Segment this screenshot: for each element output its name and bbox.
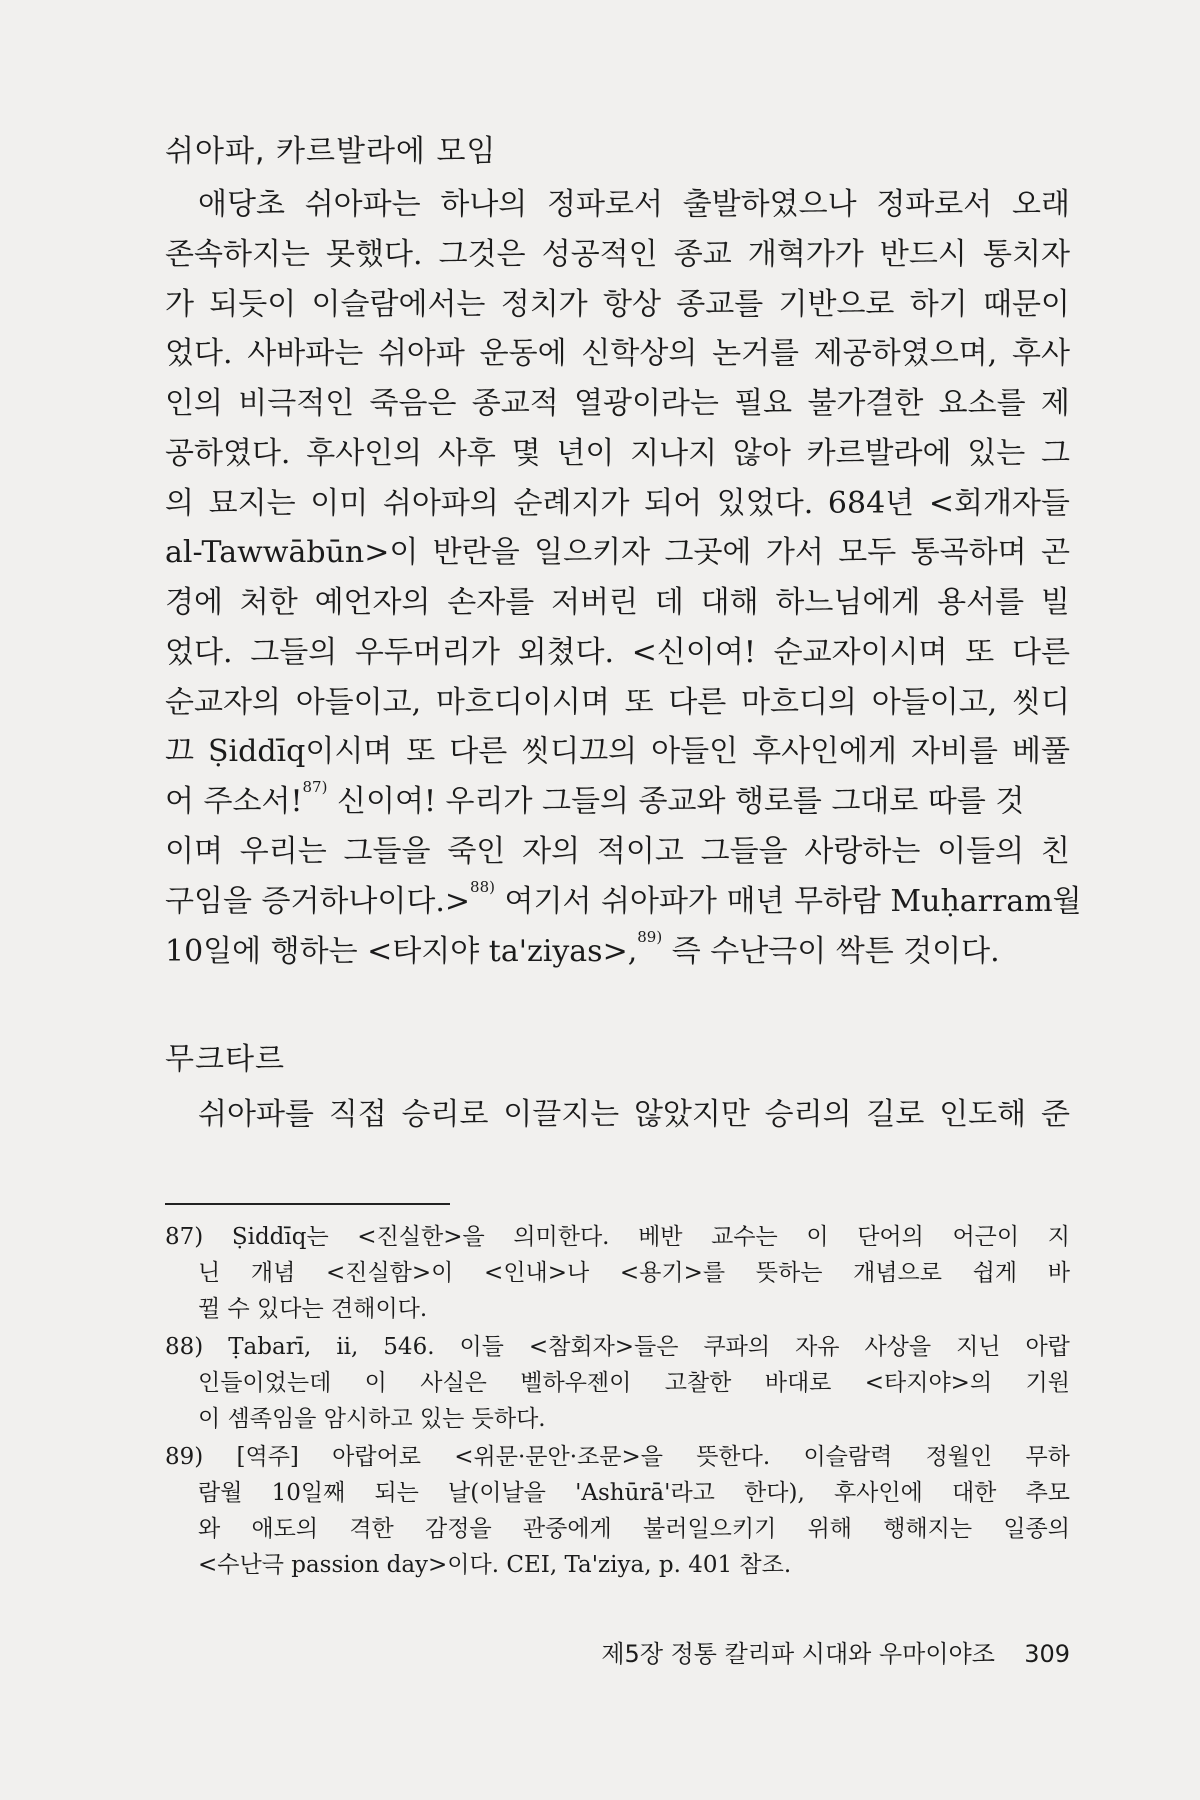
section-heading-mukhtar: 무크타르 xyxy=(165,1042,285,1077)
body-line-14: 이며 우리는 그들을 죽인 자의 적이고 그들을 사랑하는 이들의 친 xyxy=(165,834,1070,869)
footnote-ref-88: 88) xyxy=(470,878,495,896)
body-line-1: 애당초 쉬아파는 하나의 정파로서 출발하였으나 정파로서 오래 xyxy=(198,187,1070,222)
footnote-ref-89: 89) xyxy=(637,928,663,946)
body-text: 여기서 쉬아파가 매년 무하람 Muḥarram월 xyxy=(494,884,1082,919)
body-line-6: 공하였다. 후사인의 사후 몇 년이 지나지 않아 카르발라에 있는 그 xyxy=(165,436,1070,471)
body-text: 10일에 행하는 <타지야 ta'ziyas>, xyxy=(165,934,638,969)
footnote-88-line-1: 88) Ṭabarī, ii, 546. 이들 <참회자>들은 쿠파의 자유 사상을 지닌 아랍 xyxy=(165,1334,1070,1360)
body-line-7: 의 묘지는 이미 쉬아파의 순례지가 되어 있었다. 684년 <회개자들 xyxy=(165,486,1070,521)
body-line-10: 었다. 그들의 우두머리가 외쳤다. <신이여! 순교자이시며 또 다른 xyxy=(165,635,1070,670)
footnote-89-line-2: 람월 10일째 되는 날(이날을 'Ashūrā'라고 한다), 후사인에 대한 추모 xyxy=(198,1480,1070,1506)
running-footer xyxy=(601,1642,1070,1666)
page-number: 309 xyxy=(1024,1640,1070,1668)
body-text: 어 주소서! xyxy=(165,784,303,819)
footnote-88-line-2: 인들이었는데 이 사실은 벨하우젠이 고찰한 바대로 <타지야>의 기원 xyxy=(198,1370,1070,1396)
footnote-87-line-3: 뀔 수 있다는 견해이다. xyxy=(198,1296,428,1322)
body-line-13 xyxy=(165,778,1070,819)
chapter-title: 제5장 정통 칼리파 시대와 우마이야조 xyxy=(601,1640,995,1668)
body-line-12: 끄 Ṣiddīq이시며 또 다른 씻디끄의 아들인 후사인에게 자비를 베풀 xyxy=(165,734,1070,769)
footnote-ref-87: 87) xyxy=(302,778,328,796)
footnote-divider xyxy=(165,1203,450,1205)
footnote-89-line-1: 89) [역주] 아랍어로 <위문·문안·조문>을 뜻한다. 이슬람력 정월인 무하 xyxy=(165,1444,1070,1470)
body-line-8: al-Tawwābūn>이 반란을 일으키자 그곳에 가서 모두 통곡하며 곤 xyxy=(165,535,1070,570)
footnote-89-line-4: <수난극 passion day>이다. CEI, Ta'ziya, p. 401 참조. xyxy=(198,1552,792,1578)
body-line-5: 인의 비극적인 죽음은 종교적 열광이라는 필요 불가결한 요소를 제 xyxy=(165,386,1070,421)
body-line-11: 순교자의 아들이고, 마흐디이시며 또 다른 마흐디의 아들이고, 씻디 xyxy=(165,685,1070,720)
body-text: 구임을 증거하나이다.> xyxy=(165,884,471,919)
footnote-88-line-3: 이 셈족임을 암시하고 있는 듯하다. xyxy=(198,1406,546,1432)
body-line-17: 쉬아파를 직접 승리로 이끌지는 않았지만 승리의 길로 인도해 준 xyxy=(198,1097,1070,1132)
section-heading-karbala: 쉬아파, 카르발라에 모임 xyxy=(165,134,497,169)
body-text: 신이여! 우리가 그들의 종교와 행로를 그대로 따를 것 xyxy=(327,784,1025,819)
body-line-16 xyxy=(165,928,1070,969)
body-line-15 xyxy=(165,878,1082,919)
footnote-87-line-1: 87) Ṣiddīq는 <진실한>을 의미한다. 베반 교수는 이 단어의 어근이 지 xyxy=(165,1224,1070,1250)
body-line-9: 경에 처한 예언자의 손자를 저버린 데 대해 하느님에게 용서를 빌 xyxy=(165,585,1070,620)
footnote-89-line-3: 와 애도의 격한 감정을 관중에게 불러일으키기 위해 행해지는 일종의 xyxy=(198,1516,1070,1542)
body-line-3: 가 되듯이 이슬람에서는 정치가 항상 종교를 기반으로 하기 때문이 xyxy=(165,287,1070,322)
body-text: 즉 수난극이 싹튼 것이다. xyxy=(662,934,1000,969)
body-line-4: 었다. 사바파는 쉬아파 운동에 신학상의 논거를 제공하였으며, 후사 xyxy=(165,336,1070,371)
footnote-87-line-2: 닌 개념 <진실함>이 <인내>나 <용기>를 뜻하는 개념으로 쉽게 바 xyxy=(198,1260,1070,1286)
body-line-2: 존속하지는 못했다. 그것은 성공적인 종교 개혁가가 반드시 통치자 xyxy=(165,237,1070,272)
